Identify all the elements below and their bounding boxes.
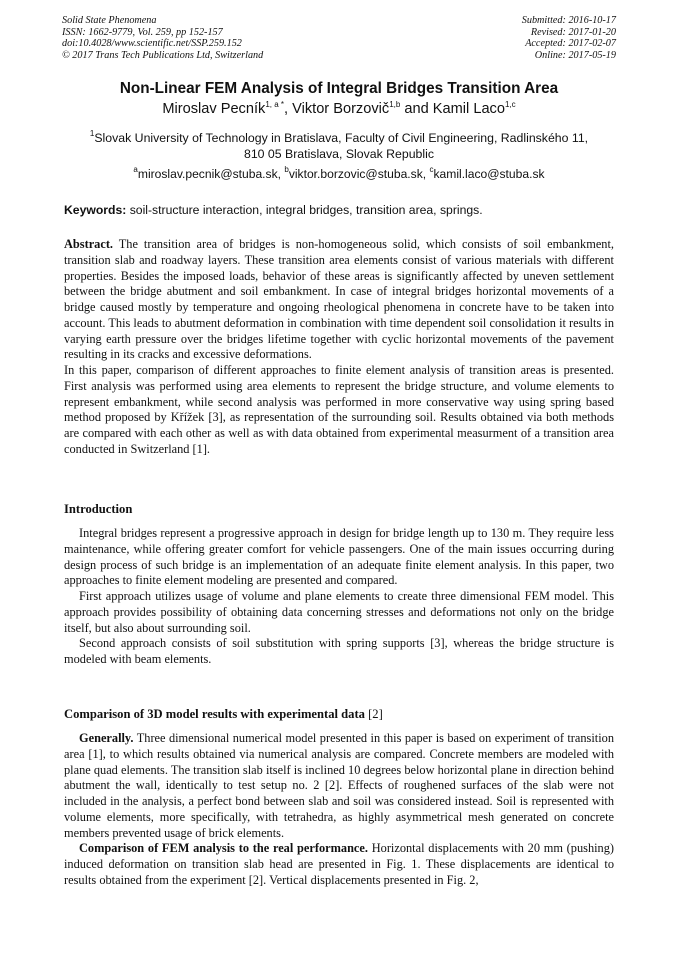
section-heading-comparison <box>64 707 383 722</box>
comparison-text-2: Horizontal displacements with 20 mm (pushing) induced deformation on transition slab head are presented in Fig. 1. These displacements are identical to results obtained from the experiment [2]. Vertical displacements presented in Fig. 2, <box>64 841 615 887</box>
introduction-body <box>64 526 614 668</box>
affiliation <box>70 131 608 162</box>
keywords <box>64 203 616 217</box>
abstract-paragraph-2: In this paper, comparison of different approaches to finite element analysis of transition areas is presented. First analysis was performed using area elements to represent the bridge structure, and volume elements to represent embankment, while second analysis was performed in more conservative way using spring based method proposed by Křížek [3], as representation of the surrounding soil. Results obtained via both methods are compared with each other as well as with data obtained from experimental measurment of a transition area conducted in Switzerland [1]. <box>64 363 614 456</box>
intro-paragraph-2: First approach utilizes usage of volume and plane elements to create three dimensional FEM model. This approach provides possibility of obtaining data concerning stresses and deformations not only on the bridge itself, but also about surrounding soil. <box>64 589 614 635</box>
comparison-paragraph-1 <box>64 731 614 841</box>
abstract <box>64 237 614 458</box>
intro-paragraph-3: Second approach consists of soil substitution with spring supports [3], whereas the bridge structure is modeled with beam elements. <box>64 636 614 666</box>
keywords-label: Keywords: <box>64 203 127 217</box>
author-2-affil: 1,b <box>389 100 401 109</box>
email-marker-a: a <box>133 165 138 174</box>
author-1-affil: 1, a * <box>265 100 285 109</box>
affiliation-line-2: 810 05 Bratislava, Slovak Republic <box>243 146 435 161</box>
intro-paragraph-1: Integral bridges represent a progressive approach in design for bridge length up to 130 m. They require less maintenance, while offering greater comfort for vehicle passengers. One of the main issues occurring during design process of such bridge is an implementation of an adequate finite element analysis. In this paper, two approaches to finite element modeling are presented and compared. <box>64 526 614 588</box>
paper-title: Non-Linear FEM Analysis of Integral Bridges Transition Area <box>119 80 559 97</box>
abstract-text-1: The transition area of bridges is non-homogeneous solid, which consists of soil embankment, transition slab and roadway layers. These transition area elements consist of various materials with different properties. Besides the imposed loads, behavior of these areas is significantly affected by uneven settlement between the bridge abutment and soil embankment. In case of integral bridges horizontal movements of a bridge caused mostly by temperature and ongoing rheological phenomena in concrete have to be taken into account. This leads to abutment deformation in combination with time dependent soil consolidation it results in varying earth pressure over the bridges lifetime together with cyclic horizontal movements of the pavement resulting in its cracks and excessive deformations. <box>64 237 614 362</box>
abstract-label: Abstract. <box>64 237 114 251</box>
issn: ISSN: 1662-9779, Vol. 259, pp 152-157 <box>62 26 223 38</box>
journal-name: Solid State Phenomena <box>62 15 157 26</box>
publication-dates <box>522 15 616 61</box>
author-emails <box>0 167 678 181</box>
keywords-text: soil-structure interaction, integral bridges, transition area, springs. <box>126 203 483 217</box>
comparison-text-1: Three dimensional numerical model presented in this paper is based on experiment of transition area [1], to which results obtained via numerical analysis are compared. Concrete members are modeled with plane quad elements. The transition slab itself is inclined 10 degrees below horizontal plane in direction behind abutment the wall, identically to test setup no. 2 [2]. Effects of roughened surfaces of the slab were not included in the analysis, a perfect bond between slab and soil was considered instead. Soil is represented with volume elements, more specifically, with tetrahedra, as highly asymmetrical mesh generated on concrete members prevented usage of brick elements. <box>64 731 614 840</box>
generally-label: Generally. <box>79 731 134 745</box>
email-b: viktor.borzovic@stuba.sk, <box>288 167 430 181</box>
fem-comparison-label: Comparison of FEM analysis to the real performance. <box>79 841 368 856</box>
email-a: miroslav.pecnik@stuba.sk, <box>137 167 285 181</box>
comparison-body <box>64 731 614 889</box>
author-1: Miroslav Pecník <box>162 101 266 117</box>
affiliation-line-1 <box>70 131 608 147</box>
online-date: Online: 2017-05-19 <box>534 49 616 61</box>
author-2: Viktor Borzovič <box>292 101 390 117</box>
comparison-heading-text: Comparison of 3D model results with experimental data <box>64 707 365 721</box>
abstract-paragraph-1 <box>64 237 614 363</box>
affiliation-marker: 1 <box>89 129 95 138</box>
author-separator: and <box>400 101 433 117</box>
affiliation-text: Slovak University of Technology in Bratislava, Faculty of Civil Engineering, Radlinského 11, <box>94 131 589 145</box>
comparison-paragraph-2 <box>64 841 614 888</box>
copyright: © 2017 Trans Tech Publications Ltd, Switzerland <box>62 49 264 61</box>
author-3-affil: 1,c <box>504 100 516 109</box>
revised-date: Revised: 2017-01-20 <box>530 26 616 38</box>
author-separator: , <box>284 101 293 117</box>
submitted-date: Submitted: 2016-10-17 <box>521 15 616 26</box>
email-marker-b: b <box>284 165 289 174</box>
author-list <box>0 101 678 117</box>
author-3: Kamil Laco <box>432 101 505 117</box>
doi: doi:10.4028/www.scientific.net/SSP.259.152 <box>62 38 242 50</box>
accepted-date: Accepted: 2017-02-07 <box>525 38 616 50</box>
comparison-heading-ref: [2] <box>364 707 383 721</box>
section-heading-introduction: Introduction <box>64 502 133 516</box>
journal-info <box>62 15 263 61</box>
email-c: kamil.laco@stuba.sk <box>433 167 545 181</box>
email-marker-c: c <box>429 165 434 174</box>
